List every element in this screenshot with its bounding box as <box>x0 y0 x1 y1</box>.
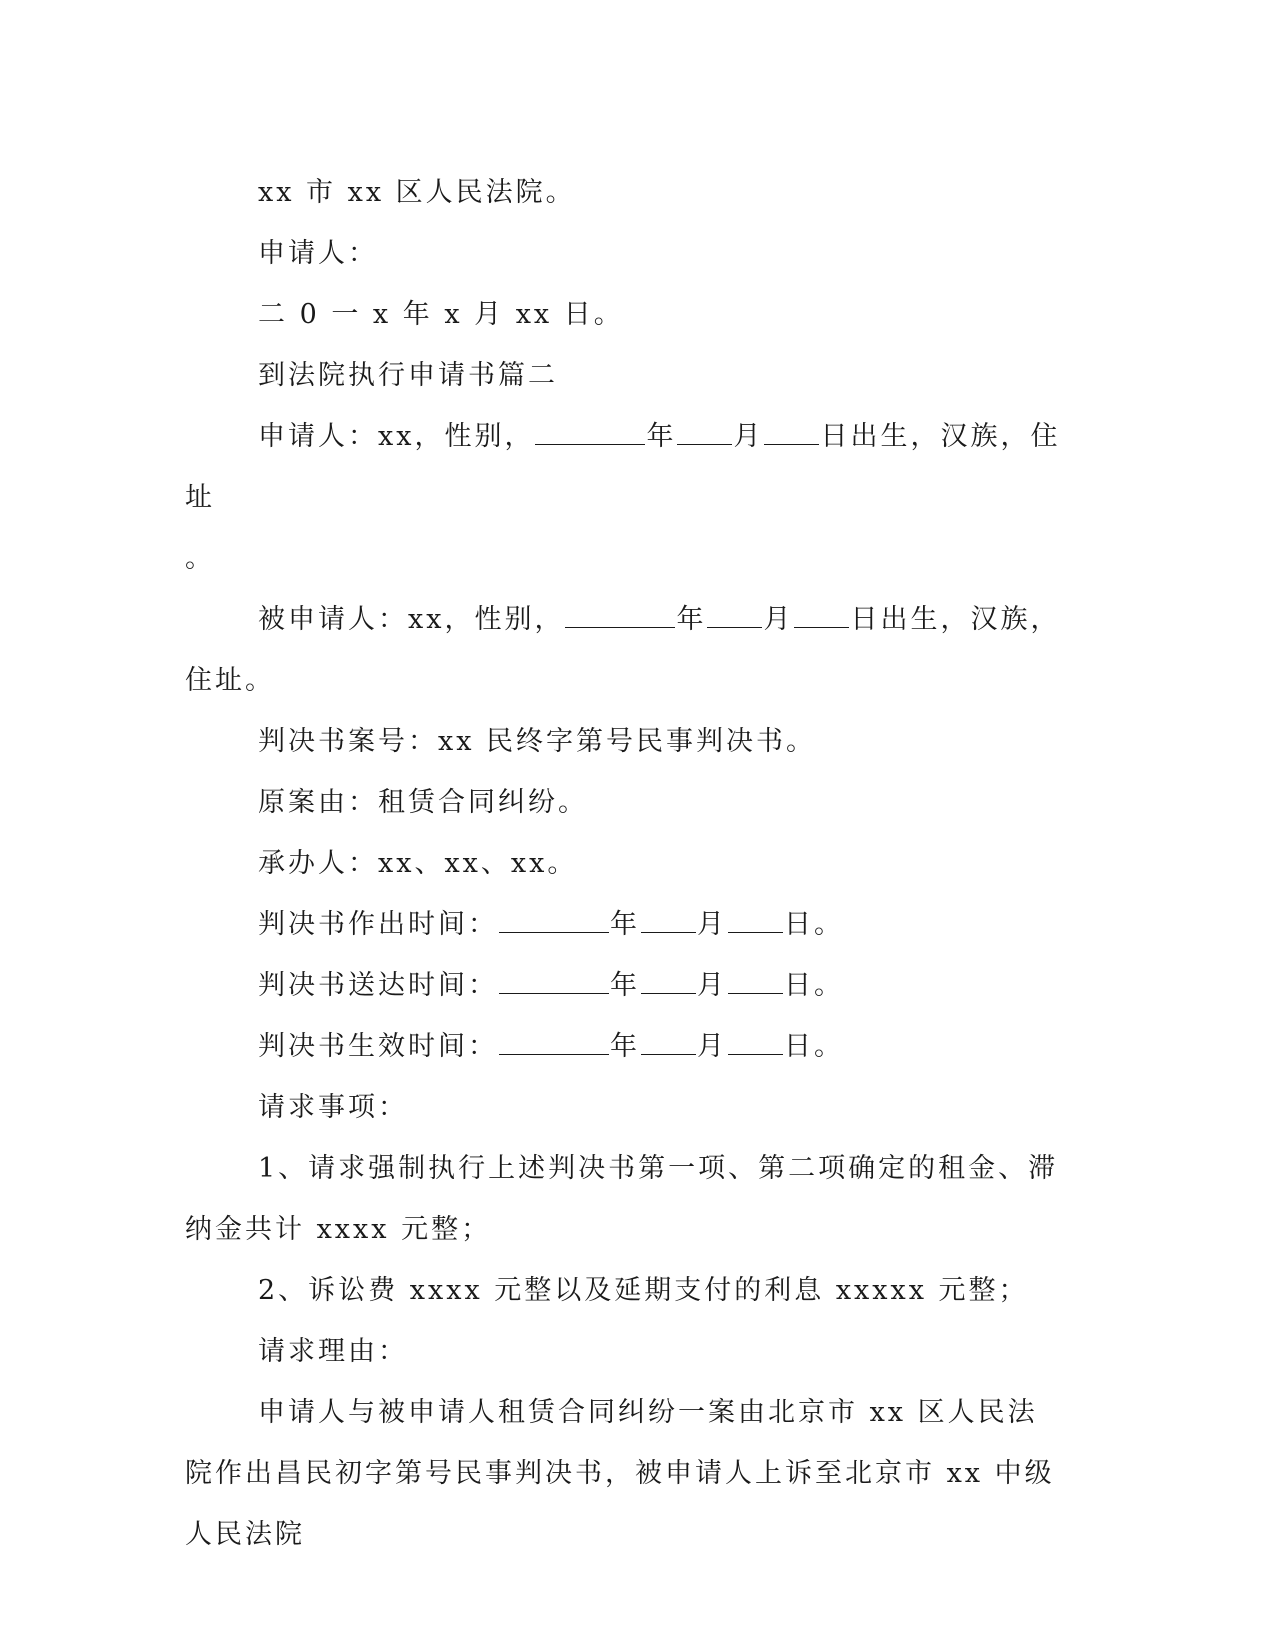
blank-day <box>728 1032 783 1055</box>
month-label: 月 <box>697 970 727 1001</box>
date-line: 二 0 一 x 年 x 月 xx 日。 <box>258 299 624 330</box>
month-label: 月 <box>697 909 727 940</box>
reasons-heading: 请求理由： <box>258 1336 408 1367</box>
blank-month <box>641 971 696 994</box>
judgment-served-label: 判决书送达时间： <box>258 970 498 1001</box>
claim-item-2: 2、诉讼费 xxxx 元整以及延期支付的利息 xxxxx 元整； <box>258 1275 1029 1306</box>
blank-day <box>728 971 783 994</box>
judgment-made-date <box>185 894 1065 955</box>
blank-month <box>641 910 696 933</box>
judgment-number: 判决书案号：xx 民终字第号民事判决书。 <box>258 726 817 757</box>
respondent-info-text: 被申请人：xx，性别， <box>258 604 565 635</box>
judgment-effective-label: 判决书生效时间： <box>258 1031 498 1062</box>
day-label: 日。 <box>784 970 844 1001</box>
year-label: 年 <box>676 604 707 635</box>
judgment-served-date <box>185 955 1065 1016</box>
year-label: 年 <box>610 970 640 1001</box>
birth-info-text: 日出生，汉族，住址 <box>185 421 1061 513</box>
applicant-signature-line: 申请人： <box>258 238 378 269</box>
blank-year <box>499 1032 609 1055</box>
month-label: 月 <box>697 1031 727 1062</box>
original-cause: 原案由：租赁合同纠纷。 <box>258 787 588 818</box>
section-title: 到法院执行申请书篇二 <box>258 360 558 391</box>
blank-year <box>565 605 675 628</box>
day-label: 日。 <box>784 1031 844 1062</box>
judgment-effective-date <box>185 1016 1065 1077</box>
blank-month <box>707 605 762 628</box>
blank-month <box>677 422 732 445</box>
respondent-info <box>185 589 1065 711</box>
blank-day <box>794 605 849 628</box>
year-label: 年 <box>610 1031 640 1062</box>
year-label: 年 <box>646 421 677 452</box>
judgment-made-label: 判决书作出时间： <box>258 909 498 940</box>
document-body <box>185 162 1065 1565</box>
blank-year <box>499 971 609 994</box>
address-end: 。 <box>185 543 215 574</box>
claims-heading: 请求事项： <box>258 1092 408 1123</box>
day-label: 日。 <box>784 909 844 940</box>
applicant-info-text: 申请人：xx，性别， <box>258 421 535 452</box>
claim-item-1: 1、请求强制执行上述判决书第一项、第二项确定的租金、滞纳金共计 xxxx 元整； <box>185 1153 1059 1245</box>
month-label: 月 <box>763 604 794 635</box>
month-label: 月 <box>733 421 764 452</box>
applicant-info <box>185 406 1065 589</box>
blank-year <box>535 422 645 445</box>
birth-info-text: 日出生，汉族，住址。 <box>185 604 1061 696</box>
blank-day <box>728 910 783 933</box>
blank-year <box>499 910 609 933</box>
blank-month <box>641 1032 696 1055</box>
reasons-body: 申请人与被申请人租赁合同纠纷一案由北京市 xx 区人民法院作出昌民初字第号民事判决书，被申请人上诉至北京市 xx 中级人民法院 <box>185 1397 1055 1550</box>
court-name-line: xx 市 xx 区人民法院。 <box>258 177 576 208</box>
blank-day <box>764 422 819 445</box>
handlers: 承办人：xx、xx、xx。 <box>258 848 578 879</box>
year-label: 年 <box>610 909 640 940</box>
